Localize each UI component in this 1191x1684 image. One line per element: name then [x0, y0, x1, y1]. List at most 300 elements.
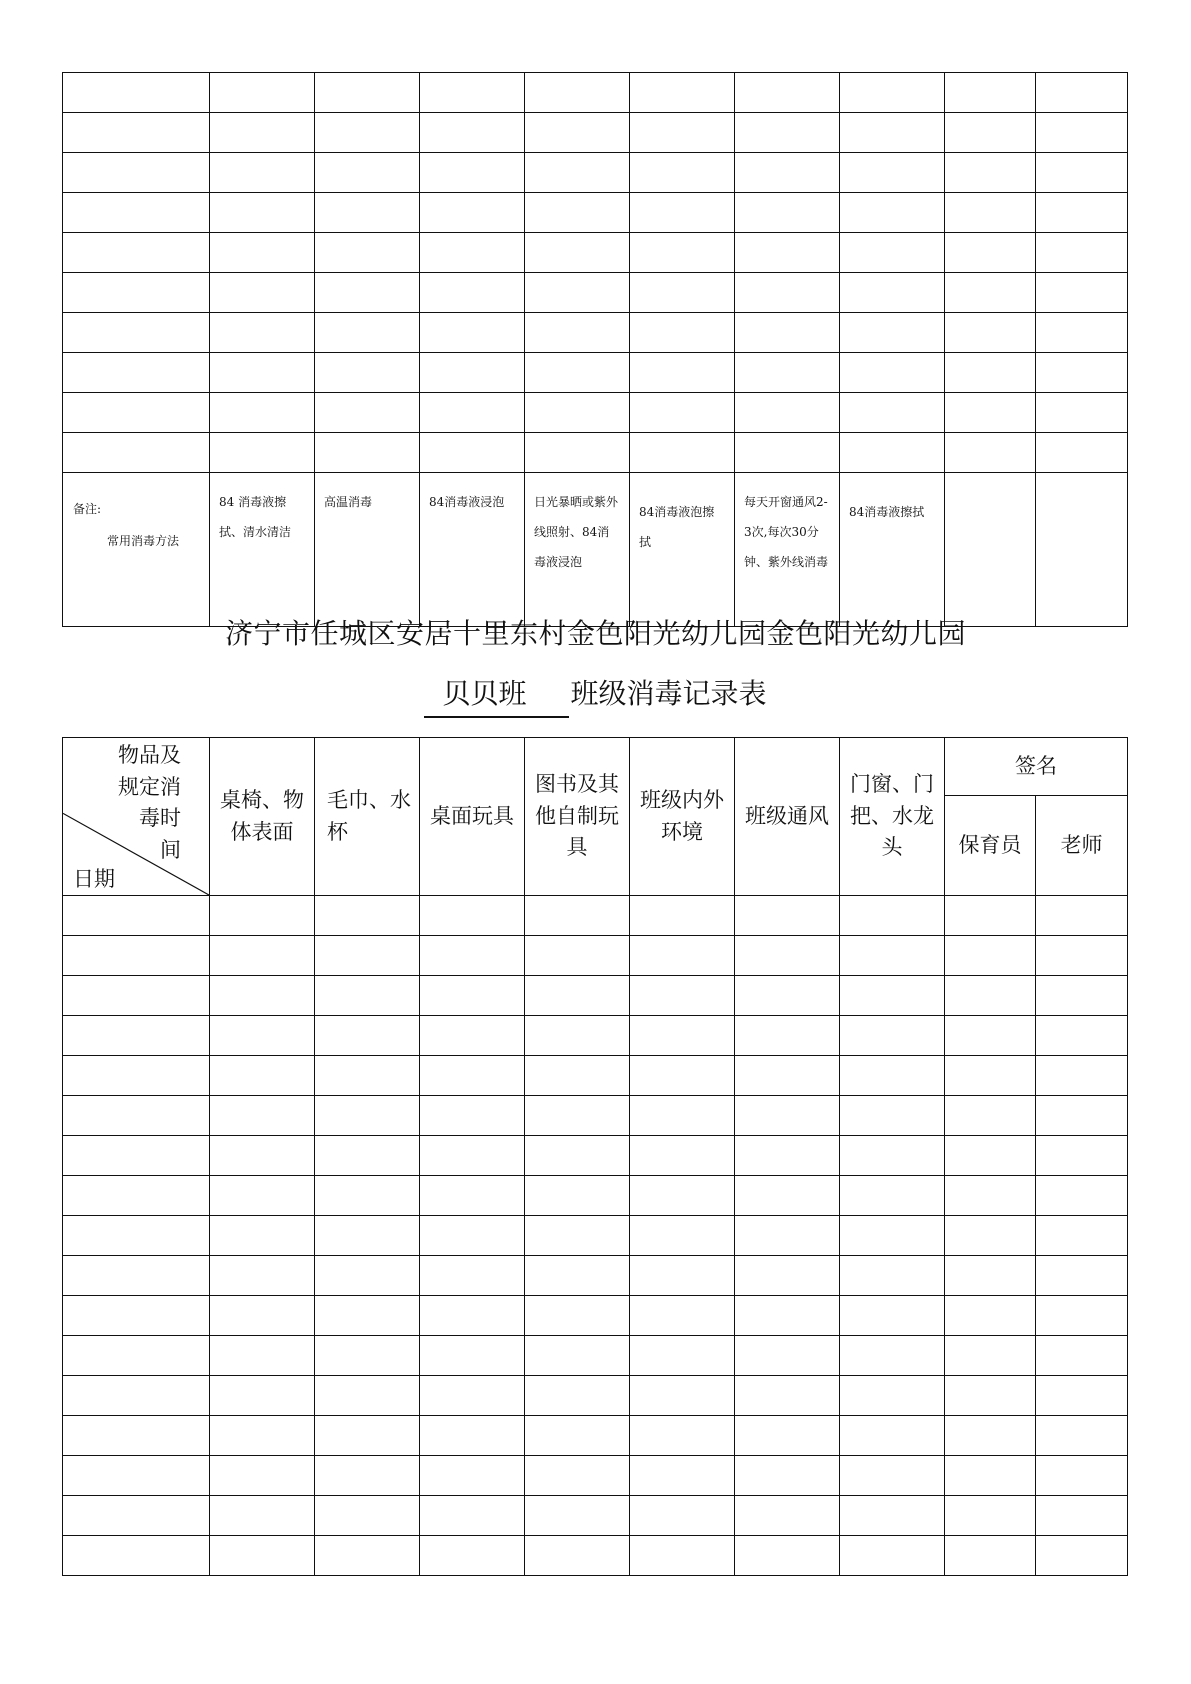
record-cell[interactable] [525, 73, 630, 113]
record-cell[interactable] [735, 1456, 840, 1496]
record-cell[interactable] [840, 393, 945, 433]
record-cell[interactable] [735, 1056, 840, 1096]
record-cell[interactable] [525, 1536, 630, 1576]
record-cell[interactable] [420, 113, 525, 153]
record-cell[interactable] [945, 976, 1036, 1016]
record-cell[interactable] [525, 1456, 630, 1496]
column-header-furniture: 桌椅、物体表面 [210, 738, 315, 896]
record-cell[interactable] [210, 1016, 315, 1056]
table-header [63, 738, 1128, 896]
record-cell[interactable] [63, 1136, 210, 1176]
record-cell[interactable] [840, 273, 945, 313]
record-cell[interactable] [945, 1256, 1036, 1296]
record-cell[interactable] [420, 193, 525, 233]
record-cell[interactable] [420, 1056, 525, 1096]
record-cell[interactable] [630, 1136, 735, 1176]
record-cell[interactable] [525, 1136, 630, 1176]
record-cell[interactable] [525, 113, 630, 153]
record-cell[interactable] [525, 1496, 630, 1536]
record-cell[interactable] [525, 1016, 630, 1056]
method-cell: 84消毒液擦拭 [840, 473, 945, 627]
record-cell[interactable] [840, 153, 945, 193]
record-cell[interactable] [210, 936, 315, 976]
record-cell[interactable] [630, 1496, 735, 1536]
record-cell[interactable] [315, 976, 420, 1016]
record-cell[interactable] [945, 1456, 1036, 1496]
record-cell[interactable] [210, 1216, 315, 1256]
record-cell[interactable] [63, 1016, 210, 1056]
record-cell[interactable] [840, 896, 945, 936]
record-cell[interactable] [630, 1376, 735, 1416]
record-cell[interactable] [630, 1216, 735, 1256]
record-cell[interactable] [315, 433, 420, 473]
record-cell[interactable] [63, 153, 210, 193]
record-cell[interactable] [210, 353, 315, 393]
record-cell[interactable] [630, 1256, 735, 1296]
method-cell: 日光暴晒或紫外线照射、84消毒液浸泡 [525, 473, 630, 627]
record-cell[interactable] [630, 1176, 735, 1216]
record-cell[interactable] [420, 1456, 525, 1496]
record-cell[interactable] [945, 433, 1036, 473]
record-cell[interactable] [315, 1096, 420, 1136]
record-cell[interactable] [945, 313, 1036, 353]
method-cell: 84 消毒液擦拭、清水清洁 [210, 473, 315, 627]
record-cell[interactable] [735, 193, 840, 233]
record-cell[interactable] [1036, 1296, 1128, 1336]
items-header-line: 规定消 [118, 774, 181, 799]
record-cell[interactable] [840, 1176, 945, 1216]
record-cell[interactable] [63, 313, 210, 353]
record-cell[interactable] [420, 353, 525, 393]
record-cell[interactable] [210, 896, 315, 936]
record-cell[interactable] [210, 1496, 315, 1536]
record-cell[interactable] [63, 353, 210, 393]
record-cell[interactable] [735, 1016, 840, 1056]
record-cell[interactable] [945, 1296, 1036, 1336]
record-cell[interactable] [945, 1016, 1036, 1056]
record-cell[interactable] [315, 273, 420, 313]
record-cell[interactable] [840, 1536, 945, 1576]
table-row [63, 193, 1128, 233]
record-cell[interactable] [1036, 1456, 1128, 1496]
record-cell[interactable] [63, 1456, 210, 1496]
column-header-books-toys: 图书及其他自制玩具 [525, 738, 630, 896]
record-cell[interactable] [525, 313, 630, 353]
record-cell[interactable] [840, 1216, 945, 1256]
table-row [63, 1336, 1128, 1376]
record-cell[interactable] [525, 353, 630, 393]
record-cell[interactable] [210, 1336, 315, 1376]
record-cell[interactable] [630, 233, 735, 273]
record-cell[interactable] [525, 153, 630, 193]
record-cell[interactable] [945, 153, 1036, 193]
record-cell[interactable] [525, 1256, 630, 1296]
record-cell[interactable] [630, 153, 735, 193]
record-cell[interactable] [840, 1496, 945, 1536]
record-cell[interactable] [63, 1256, 210, 1296]
record-cell[interactable] [1036, 896, 1128, 936]
record-cell[interactable] [210, 1176, 315, 1216]
record-cell[interactable] [840, 1416, 945, 1456]
record-cell[interactable] [63, 976, 210, 1016]
record-cell[interactable] [1036, 73, 1128, 113]
record-cell[interactable] [420, 1336, 525, 1376]
record-cell[interactable] [315, 153, 420, 193]
record-cell[interactable] [63, 1376, 210, 1416]
column-header-environment: 班级内外环境 [630, 738, 735, 896]
record-cell[interactable] [63, 233, 210, 273]
record-cell[interactable] [1036, 1056, 1128, 1096]
record-cell[interactable] [63, 1176, 210, 1216]
record-cell[interactable] [1036, 1256, 1128, 1296]
record-cell[interactable] [630, 313, 735, 353]
record-cell[interactable] [1036, 1016, 1128, 1056]
record-cell[interactable] [630, 73, 735, 113]
record-cell[interactable] [735, 113, 840, 153]
record-cell[interactable] [420, 273, 525, 313]
record-cell[interactable] [315, 1336, 420, 1376]
record-cell[interactable] [525, 1416, 630, 1456]
record-cell[interactable] [840, 1336, 945, 1376]
record-cell[interactable] [945, 353, 1036, 393]
method-cell: 84消毒液浸泡 [420, 473, 525, 627]
record-cell[interactable] [1036, 433, 1128, 473]
record-cell[interactable] [63, 1056, 210, 1096]
record-cell[interactable] [1036, 976, 1128, 1016]
record-cell[interactable] [210, 1136, 315, 1176]
record-cell[interactable] [1036, 113, 1128, 153]
record-cell[interactable] [840, 976, 945, 1016]
record-cell[interactable] [210, 1536, 315, 1576]
record-cell[interactable] [735, 313, 840, 353]
record-cell[interactable] [1036, 273, 1128, 313]
record-cell[interactable] [945, 1176, 1036, 1216]
record-cell[interactable] [63, 1336, 210, 1376]
record-cell[interactable] [1036, 1336, 1128, 1376]
record-cell[interactable] [525, 1056, 630, 1096]
record-cell[interactable] [315, 1456, 420, 1496]
record-cell[interactable] [525, 1376, 630, 1416]
record-cell[interactable] [630, 193, 735, 233]
record-cell[interactable] [945, 113, 1036, 153]
record-cell[interactable] [525, 976, 630, 1016]
record-cell[interactable] [210, 1376, 315, 1416]
record-cell[interactable] [315, 1296, 420, 1336]
record-cell[interactable] [315, 73, 420, 113]
record-cell[interactable] [525, 1096, 630, 1136]
record-cell[interactable] [63, 1096, 210, 1136]
record-cell[interactable] [420, 233, 525, 273]
record-cell[interactable] [735, 1536, 840, 1576]
record-cell[interactable] [210, 313, 315, 353]
record-cell[interactable] [840, 353, 945, 393]
record-cell[interactable] [735, 1176, 840, 1216]
table-row [63, 1176, 1128, 1216]
record-cell[interactable] [630, 1336, 735, 1376]
record-cell[interactable] [630, 113, 735, 153]
record-cell[interactable] [525, 1296, 630, 1336]
record-cell[interactable] [1036, 1176, 1128, 1216]
record-cell[interactable] [315, 1016, 420, 1056]
record-cell[interactable] [735, 1096, 840, 1136]
record-cell[interactable] [735, 1296, 840, 1336]
record-cell[interactable] [735, 1256, 840, 1296]
record-cell[interactable] [735, 1496, 840, 1536]
record-cell[interactable] [945, 73, 1036, 113]
record-cell[interactable] [525, 896, 630, 936]
table-row [63, 113, 1128, 153]
record-cell[interactable] [1036, 1376, 1128, 1416]
record-cell[interactable] [315, 1216, 420, 1256]
record-cell[interactable] [315, 193, 420, 233]
record-cell[interactable] [735, 1376, 840, 1416]
record-cell[interactable] [63, 73, 210, 113]
record-cell[interactable] [315, 1416, 420, 1456]
record-cell[interactable] [420, 153, 525, 193]
record-cell[interactable] [63, 1216, 210, 1256]
record-cell[interactable] [945, 1056, 1036, 1096]
record-cell[interactable] [63, 1416, 210, 1456]
record-cell[interactable] [210, 113, 315, 153]
record-cell[interactable] [525, 393, 630, 433]
record-cell[interactable] [1036, 313, 1128, 353]
record-cell[interactable] [420, 1416, 525, 1456]
record-cell[interactable] [945, 1336, 1036, 1376]
record-cell[interactable] [210, 1416, 315, 1456]
record-cell[interactable] [945, 273, 1036, 313]
record-cell[interactable] [735, 353, 840, 393]
record-cell[interactable] [210, 233, 315, 273]
record-cell[interactable] [630, 273, 735, 313]
record-cell[interactable] [840, 313, 945, 353]
record-cell[interactable] [840, 1136, 945, 1176]
record-cell[interactable] [630, 353, 735, 393]
record-cell[interactable] [315, 1376, 420, 1416]
record-cell[interactable] [945, 393, 1036, 433]
record-cell[interactable] [420, 976, 525, 1016]
record-cell[interactable] [1036, 1136, 1128, 1176]
record-cell[interactable] [63, 1296, 210, 1336]
column-header-teacher: 老师 [1036, 796, 1128, 896]
record-cell[interactable] [315, 233, 420, 273]
record-cell[interactable] [315, 353, 420, 393]
record-cell[interactable] [945, 1416, 1036, 1456]
record-cell[interactable] [210, 1296, 315, 1336]
record-cell[interactable] [63, 936, 210, 976]
record-cell[interactable] [735, 976, 840, 1016]
record-cell[interactable] [420, 1136, 525, 1176]
record-cell[interactable] [735, 433, 840, 473]
record-cell[interactable] [630, 976, 735, 1016]
record-cell[interactable] [525, 1216, 630, 1256]
record-cell[interactable] [525, 1176, 630, 1216]
record-cell[interactable] [525, 433, 630, 473]
record-cell[interactable] [735, 1416, 840, 1456]
record-cell[interactable] [63, 1536, 210, 1576]
record-cell[interactable] [840, 193, 945, 233]
record-cell[interactable] [420, 433, 525, 473]
record-cell[interactable] [315, 393, 420, 433]
record-cell[interactable] [1036, 1416, 1128, 1456]
record-cell[interactable] [210, 1096, 315, 1136]
record-cell[interactable] [735, 936, 840, 976]
record-cell[interactable] [315, 313, 420, 353]
record-cell[interactable] [525, 233, 630, 273]
record-cell[interactable] [210, 273, 315, 313]
table-row [63, 1416, 1128, 1456]
record-cell[interactable] [210, 193, 315, 233]
record-cell[interactable] [735, 1336, 840, 1376]
record-cell[interactable] [420, 1376, 525, 1416]
table-row [63, 353, 1128, 393]
record-cell[interactable] [630, 1416, 735, 1456]
record-cell[interactable] [945, 1536, 1036, 1576]
record-cell[interactable] [420, 1296, 525, 1336]
record-cell[interactable] [63, 113, 210, 153]
record-cell[interactable] [735, 73, 840, 113]
record-cell[interactable] [63, 1496, 210, 1536]
method-cell [1036, 473, 1128, 627]
record-cell[interactable] [420, 896, 525, 936]
record-cell[interactable] [315, 1496, 420, 1536]
column-header-towel-cup: 毛巾、水杯 [315, 738, 420, 896]
record-cell[interactable] [945, 1216, 1036, 1256]
record-cell[interactable] [315, 1056, 420, 1096]
record-cell[interactable] [315, 1136, 420, 1176]
record-cell[interactable] [945, 896, 1036, 936]
record-cell[interactable] [735, 153, 840, 193]
record-cell[interactable] [840, 1376, 945, 1416]
record-cell[interactable] [315, 1176, 420, 1216]
remarks-row [63, 473, 1128, 627]
record-cell[interactable] [840, 433, 945, 473]
record-cell[interactable] [420, 1096, 525, 1136]
record-cell[interactable] [315, 113, 420, 153]
record-cell[interactable] [735, 1216, 840, 1256]
record-cell[interactable] [1036, 153, 1128, 193]
record-cell[interactable] [210, 393, 315, 433]
date-header: 日期 [73, 866, 115, 891]
record-cell[interactable] [63, 273, 210, 313]
items-header [118, 740, 181, 866]
record-cell[interactable] [945, 1136, 1036, 1176]
record-cell[interactable] [63, 896, 210, 936]
record-cell[interactable] [630, 1056, 735, 1096]
record-cell[interactable] [735, 896, 840, 936]
record-cell[interactable] [210, 1456, 315, 1496]
record-cell[interactable] [63, 433, 210, 473]
record-cell[interactable] [945, 1096, 1036, 1136]
class-name-field[interactable]: 贝贝班 [424, 672, 568, 718]
record-cell[interactable] [1036, 193, 1128, 233]
record-cell[interactable] [1036, 1496, 1128, 1536]
record-cell[interactable] [1036, 1216, 1128, 1256]
record-cell[interactable] [945, 233, 1036, 273]
record-cell[interactable] [840, 1256, 945, 1296]
record-cell[interactable] [630, 433, 735, 473]
record-cell[interactable] [840, 1056, 945, 1096]
record-cell[interactable] [630, 393, 735, 433]
record-cell[interactable] [1036, 393, 1128, 433]
record-cell[interactable] [420, 1256, 525, 1296]
record-cell[interactable] [840, 1096, 945, 1136]
record-cell[interactable] [210, 1056, 315, 1096]
record-cell[interactable] [735, 393, 840, 433]
school-title: 济宁市任城区安居十里东村金色阳光幼儿园金色阳光幼儿园 [224, 617, 966, 650]
table-row [63, 1256, 1128, 1296]
record-cell[interactable] [945, 1496, 1036, 1536]
record-cell[interactable] [630, 1296, 735, 1336]
record-cell[interactable] [525, 273, 630, 313]
record-cell[interactable] [525, 193, 630, 233]
record-cell[interactable] [840, 1456, 945, 1496]
record-cell[interactable] [630, 896, 735, 936]
record-cell[interactable] [420, 1016, 525, 1056]
record-cell[interactable] [420, 393, 525, 433]
record-cell[interactable] [210, 433, 315, 473]
record-cell[interactable] [735, 1136, 840, 1176]
record-cell[interactable] [315, 936, 420, 976]
table-row [63, 1536, 1128, 1576]
record-cell[interactable] [525, 1336, 630, 1376]
record-cell[interactable] [315, 896, 420, 936]
record-cell[interactable] [1036, 1096, 1128, 1136]
table-row [63, 273, 1128, 313]
record-cell[interactable] [210, 1256, 315, 1296]
form-title-text: 班级消毒记录表 [570, 677, 767, 710]
table-row [63, 1496, 1128, 1536]
record-cell[interactable] [840, 233, 945, 273]
record-cell[interactable] [315, 1536, 420, 1576]
table-row [63, 233, 1128, 273]
record-cell[interactable] [420, 313, 525, 353]
record-cell[interactable] [630, 1016, 735, 1056]
record-cell[interactable] [840, 1296, 945, 1336]
record-cell[interactable] [420, 1536, 525, 1576]
table-row [63, 1056, 1128, 1096]
record-cell[interactable] [840, 73, 945, 113]
record-cell[interactable] [840, 1016, 945, 1056]
record-cell[interactable] [1036, 1536, 1128, 1576]
record-cell[interactable] [945, 193, 1036, 233]
record-cell[interactable] [630, 1096, 735, 1136]
record-cell[interactable] [63, 393, 210, 433]
record-cell[interactable] [63, 193, 210, 233]
record-cell[interactable] [1036, 353, 1128, 393]
record-cell[interactable] [840, 936, 945, 976]
record-cell[interactable] [945, 1376, 1036, 1416]
record-cell[interactable] [210, 73, 315, 113]
record-cell[interactable] [315, 1256, 420, 1296]
record-cell[interactable] [210, 976, 315, 1016]
record-cell[interactable] [945, 936, 1036, 976]
record-cell[interactable] [1036, 233, 1128, 273]
record-cell[interactable] [735, 233, 840, 273]
record-cell[interactable] [630, 1456, 735, 1496]
record-cell[interactable] [420, 936, 525, 976]
record-cell[interactable] [630, 936, 735, 976]
record-cell[interactable] [420, 1216, 525, 1256]
record-cell[interactable] [840, 113, 945, 153]
record-cell[interactable] [735, 273, 840, 313]
record-cell[interactable] [420, 73, 525, 113]
record-cell[interactable] [420, 1496, 525, 1536]
record-cell[interactable] [420, 1176, 525, 1216]
record-cell[interactable] [525, 936, 630, 976]
record-cell[interactable] [210, 153, 315, 193]
record-cell[interactable] [1036, 936, 1128, 976]
record-cell[interactable] [630, 1536, 735, 1576]
